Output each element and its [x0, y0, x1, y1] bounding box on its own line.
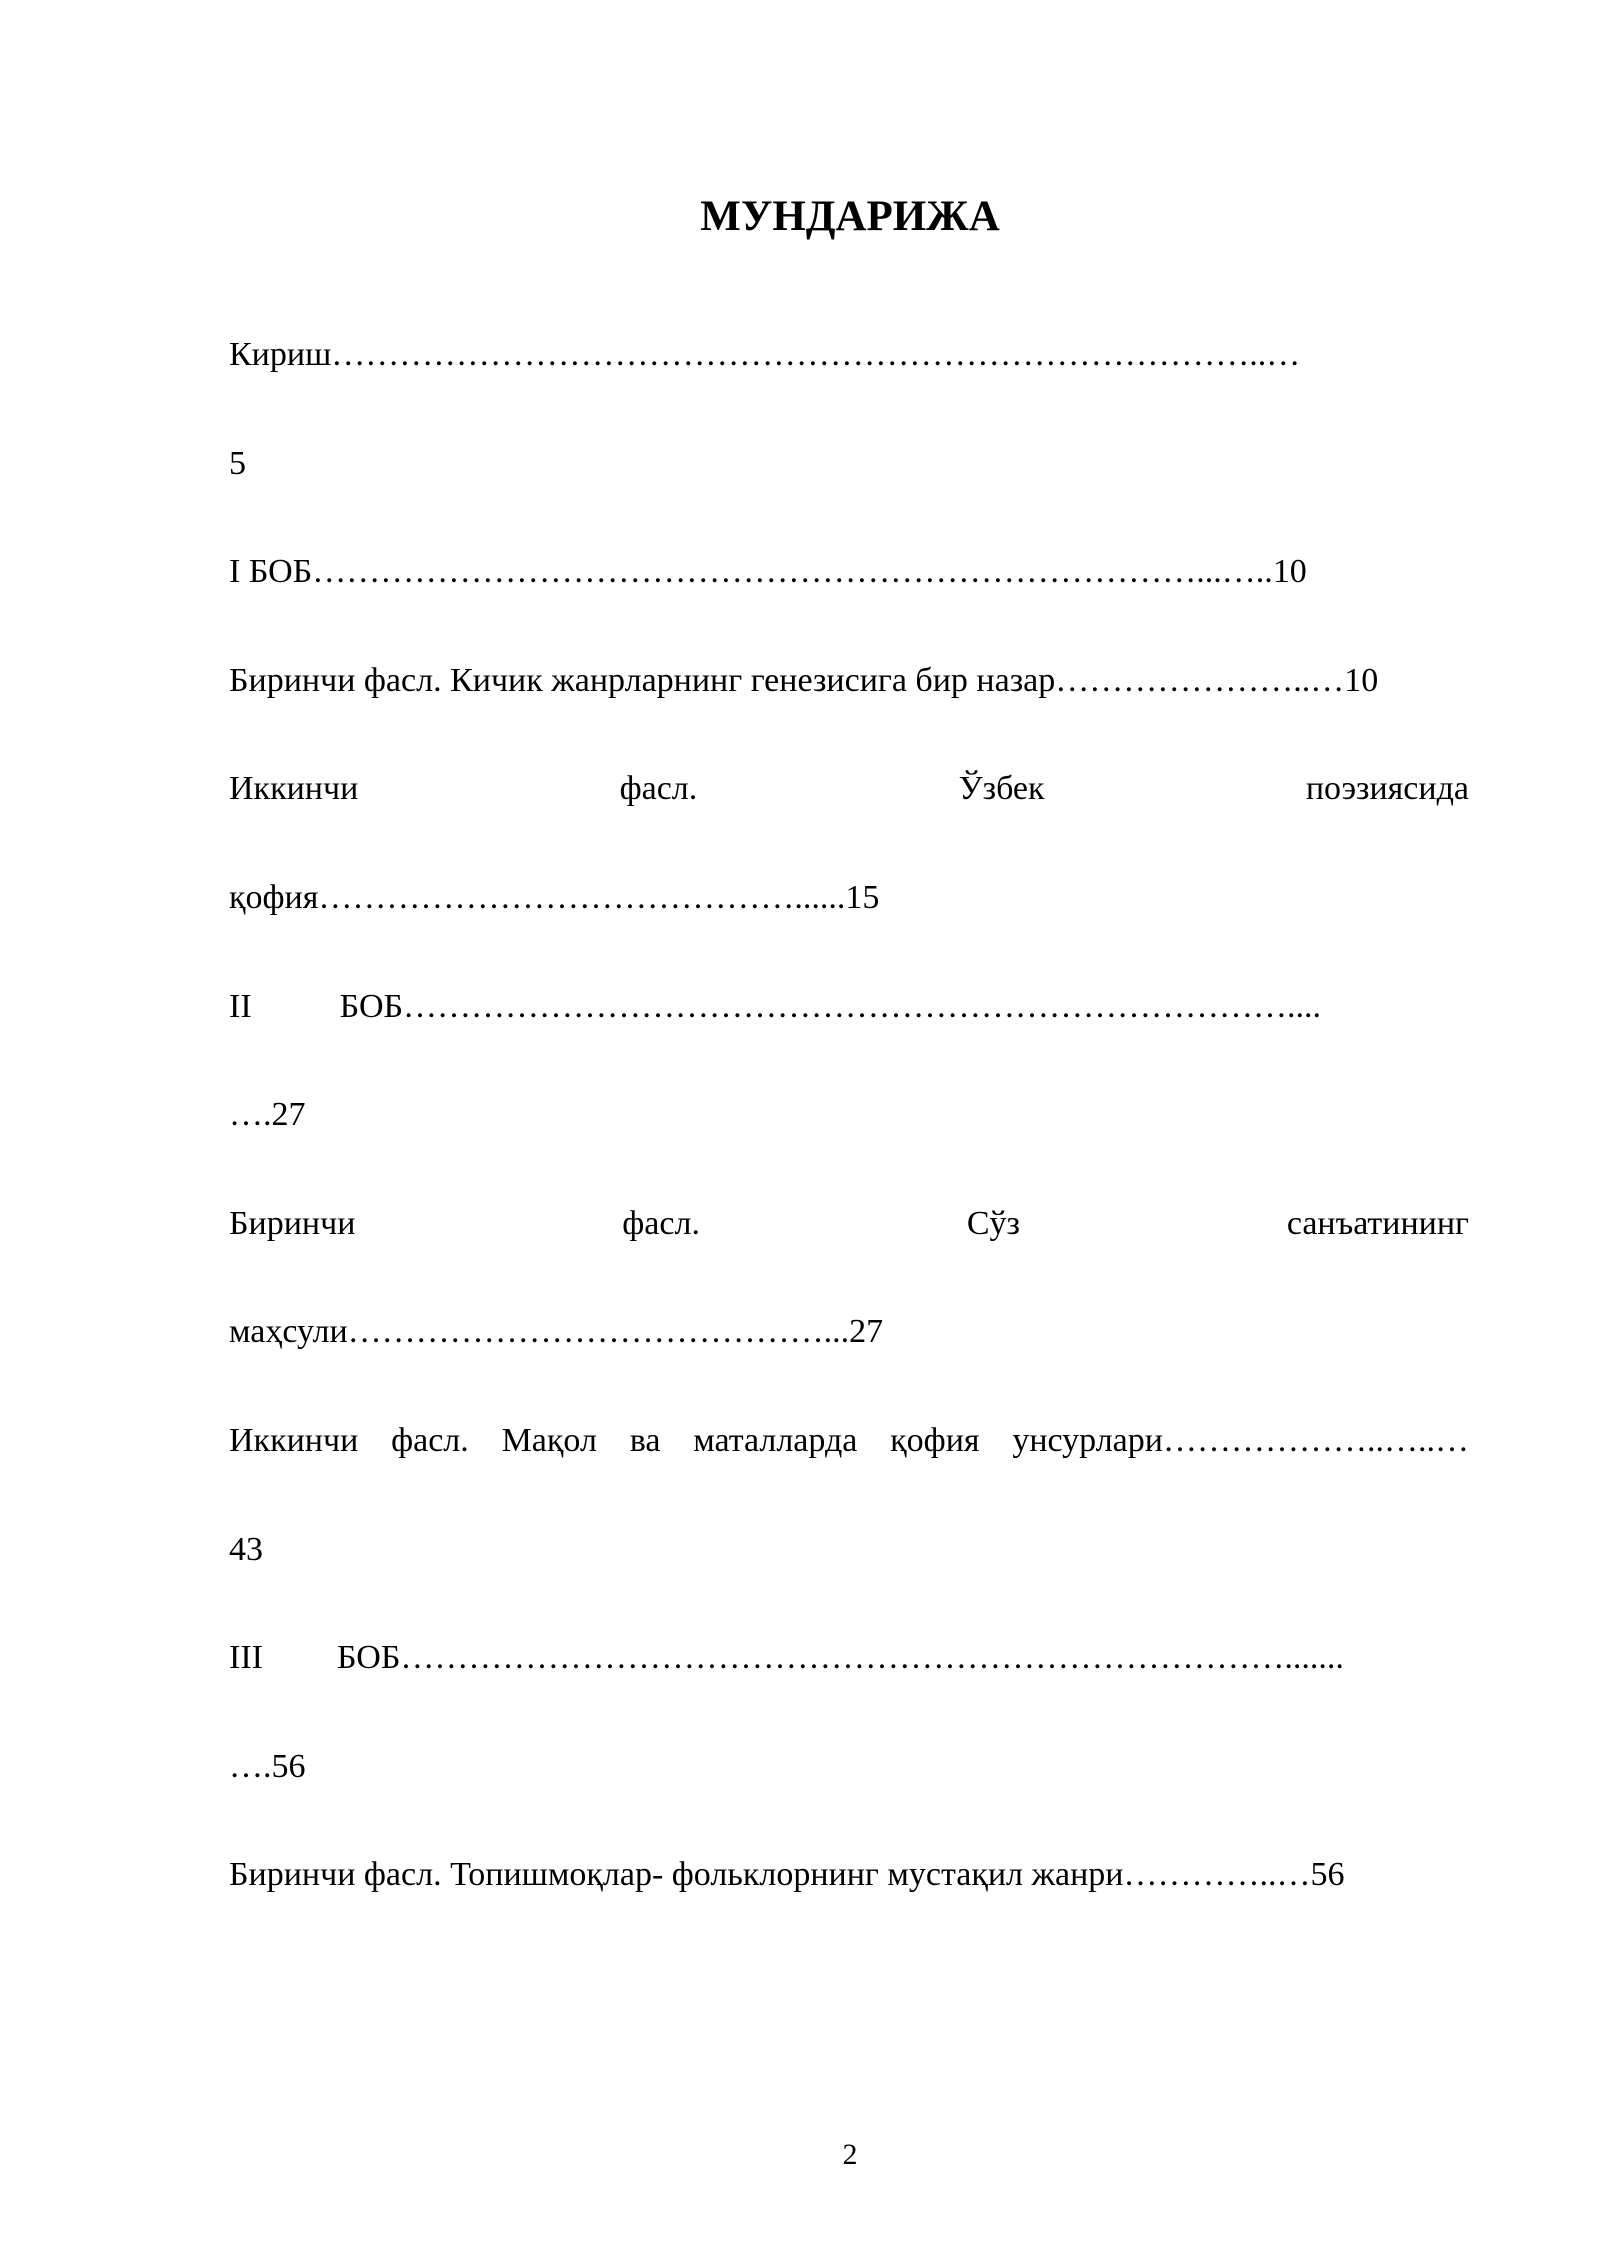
toc-word: фасл.	[391, 1422, 469, 1459]
toc-entry-intro-page: 5	[229, 445, 246, 482]
toc-word: Иккинчи	[229, 770, 359, 807]
toc-word: фасл.	[622, 1205, 700, 1242]
page-title: МУНДАРИЖА	[700, 193, 1000, 240]
page-number: 2	[842, 2138, 858, 2171]
toc-entry-chapter-2	[229, 987, 1469, 1027]
toc-entry-chapter-2-section-1-cont: маҳсули……………………………………...27	[229, 1313, 884, 1350]
toc-word: ва	[629, 1422, 661, 1459]
toc-entry-chapter-1-section-1: Биринчи фасл. Кичик жанрларнинг генезисига бир назар…………………..…10	[229, 662, 1379, 699]
toc-entry-chapter-3-section-1: Биринчи фасл. Топишмоқлар- фольклорнинг мустақил жанри…………..…56	[229, 1856, 1345, 1893]
toc-word: қофия	[890, 1422, 980, 1459]
toc-word: Сўз	[966, 1205, 1020, 1242]
toc-word: БОБ…………………………………………………………………….......	[336, 1639, 1344, 1676]
toc-entry-chapter-1-section-2	[229, 769, 1469, 809]
toc-entry-chapter-3	[229, 1638, 1469, 1678]
toc-entry-chapter-2-section-1	[229, 1204, 1469, 1244]
toc-word: поэзиясида	[1305, 770, 1469, 807]
toc-word: II	[229, 988, 252, 1025]
toc-entry-chapter-2-section-2	[229, 1421, 1469, 1461]
toc-word: III	[229, 1639, 263, 1676]
toc-word: Биринчи	[229, 1205, 356, 1242]
toc-word: унсурлари………………..…..…	[1012, 1422, 1469, 1459]
toc-word: санъатининг	[1286, 1205, 1469, 1242]
toc-word: Ўзбек	[958, 770, 1045, 807]
toc-entry-chapter-3-page: ….56	[229, 1748, 306, 1785]
toc-word: маталларда	[693, 1422, 858, 1459]
toc-word: фасл.	[619, 770, 698, 807]
toc-entry-chapter-2-page: ….27	[229, 1096, 306, 1133]
toc-entry-chapter-1-section-2-cont: қофия……………………………………......15	[229, 879, 880, 916]
toc-word: БОБ……………………………………………………………………....	[339, 988, 1322, 1025]
toc-entry-intro: Кириш………………………………………………………………………..…	[229, 336, 1301, 373]
toc-entry-chapter-1: I БОБ……………………………………………………………………...…..10	[229, 553, 1307, 590]
toc-word: Мақол	[501, 1422, 597, 1459]
toc-word: Иккинчи	[229, 1422, 359, 1459]
toc-entry-chapter-2-section-2-page: 43	[229, 1531, 263, 1568]
